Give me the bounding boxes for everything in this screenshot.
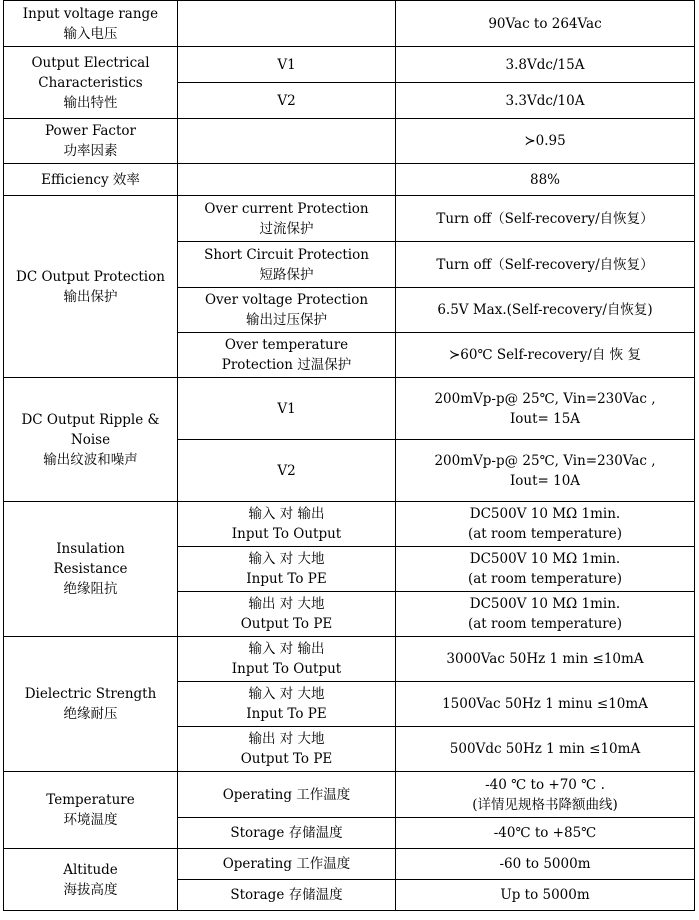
value-cell: 3.8Vdc/15A bbox=[396, 47, 695, 83]
value-cell: 90Vac to 264Vac bbox=[396, 1, 695, 47]
sub-label-cn: 输出 对 大地 bbox=[248, 731, 325, 747]
sub-label bbox=[178, 196, 396, 242]
label-en: DC Output Ripple & bbox=[21, 411, 160, 428]
value-cell bbox=[396, 378, 695, 440]
row-dielectric-io bbox=[4, 637, 695, 682]
sub-label-en: Input To Output bbox=[231, 661, 342, 677]
value-line: Iout= 15A bbox=[509, 410, 581, 427]
label-cell bbox=[4, 1, 178, 47]
sub-label bbox=[178, 592, 396, 637]
row-efficiency bbox=[4, 164, 695, 196]
value-line: DC500V 10 MΩ 1min. bbox=[469, 551, 621, 567]
sub-label bbox=[178, 502, 396, 547]
sub-label-en: Input To Output bbox=[231, 526, 342, 542]
row-ripple-v1 bbox=[4, 378, 695, 440]
label-en: Altitude bbox=[63, 861, 118, 878]
row-output-v1 bbox=[4, 47, 695, 83]
value-line: DC500V 10 MΩ 1min. bbox=[469, 506, 621, 522]
row-insulation-io bbox=[4, 502, 695, 547]
label-cn: 环境温度 bbox=[63, 812, 118, 828]
value-line: (at room temperature) bbox=[467, 571, 622, 587]
sub-label-cn: Protection 过温保护 bbox=[221, 357, 352, 373]
sub-label-en: Over current Protection bbox=[204, 200, 369, 217]
label-en: Temperature bbox=[46, 792, 135, 808]
spec-table bbox=[3, 0, 695, 911]
value-cell: 3.3Vdc/10A bbox=[396, 83, 695, 119]
sub-label bbox=[178, 547, 396, 592]
label-en: Noise bbox=[70, 431, 111, 448]
row-input-voltage bbox=[4, 1, 695, 47]
sub-label-en: Over voltage Protection bbox=[204, 292, 369, 308]
value-cell: 88% bbox=[396, 164, 695, 196]
sub-label: V2 bbox=[178, 83, 396, 119]
sub-label-en: Output To PE bbox=[240, 616, 333, 632]
value-line: -40 ℃ to +70 ℃ . bbox=[485, 776, 605, 793]
label-en: Output Electrical bbox=[31, 54, 150, 71]
empty-cell bbox=[178, 164, 396, 196]
label-cell bbox=[4, 378, 178, 502]
value-line: 200mVp-p@ 25℃, Vin=230Vac , bbox=[434, 452, 656, 469]
label-cell bbox=[4, 772, 178, 849]
label-cn: 绝缘阻抗 bbox=[63, 581, 118, 597]
label-cell bbox=[4, 196, 178, 378]
label-cell: Efficiency 效率 bbox=[4, 164, 178, 196]
value-cell bbox=[396, 440, 695, 502]
value-cell: -40℃ to +85℃ bbox=[396, 818, 695, 849]
label-cell bbox=[4, 849, 178, 911]
value-cell: Turn off（Self-recovery/自恢复） bbox=[396, 196, 695, 242]
sub-label: V2 bbox=[178, 440, 396, 502]
sub-label-cn: 输入 对 大地 bbox=[248, 686, 325, 702]
sub-label bbox=[178, 727, 396, 772]
value-line: 200mVp-p@ 25℃, Vin=230Vac , bbox=[434, 390, 656, 407]
row-temp-operating bbox=[4, 772, 695, 818]
label-en: Dielectric Strength bbox=[24, 686, 157, 702]
label-cell bbox=[4, 119, 178, 164]
sub-label-cn: 过流保护 bbox=[259, 220, 314, 237]
sub-label bbox=[178, 288, 396, 333]
sub-label: Storage 存储温度 bbox=[178, 818, 396, 849]
sub-label bbox=[178, 682, 396, 727]
label-en: DC Output Protection bbox=[16, 268, 165, 285]
value-cell: -60 to 5000m bbox=[396, 849, 695, 880]
sub-label: Storage 存储温度 bbox=[178, 880, 396, 911]
sub-label-cn: 输入 对 输出 bbox=[248, 641, 325, 657]
label-en: Insulation bbox=[56, 541, 125, 557]
sub-label bbox=[178, 333, 396, 378]
label-en: Resistance bbox=[53, 561, 128, 577]
sub-label-en: Input To PE bbox=[246, 706, 327, 722]
label-cell bbox=[4, 47, 178, 119]
value-cell bbox=[396, 547, 695, 592]
label-cn: 绝缘耐压 bbox=[63, 706, 118, 722]
label-cell bbox=[4, 502, 178, 637]
sub-label: V1 bbox=[178, 47, 396, 83]
value-cell: Turn off（Self-recovery/自恢复） bbox=[396, 242, 695, 288]
label-cell bbox=[4, 637, 178, 772]
value-cell: 3000Vac 50Hz 1 min ≤10mA bbox=[396, 637, 695, 682]
label-cn: 输入电压 bbox=[63, 25, 118, 42]
sub-label: Operating 工作温度 bbox=[178, 849, 396, 880]
value-cell: 1500Vac 50Hz 1 minu ≤10mA bbox=[396, 682, 695, 727]
value-cell: 500Vdc 50Hz 1 min ≤10mA bbox=[396, 727, 695, 772]
sub-label bbox=[178, 637, 396, 682]
label-en: Input voltage range bbox=[22, 5, 159, 22]
label-cn: 输出纹波和噪声 bbox=[43, 451, 138, 468]
empty-cell bbox=[178, 119, 396, 164]
value-cell: Up to 5000m bbox=[396, 880, 695, 911]
label-cn: 功率因素 bbox=[63, 143, 118, 159]
value-cell: ≻60℃ Self-recovery/自 恢 复 bbox=[396, 333, 695, 378]
row-power-factor bbox=[4, 119, 695, 164]
sub-label-en: Output To PE bbox=[240, 751, 333, 767]
sub-label-en: Over temperature bbox=[224, 337, 349, 353]
sub-label-cn: 输入 对 输出 bbox=[248, 506, 325, 522]
label-cn: 输出特性 bbox=[63, 94, 118, 111]
value-line: (at room temperature) bbox=[467, 616, 622, 632]
sub-label: V1 bbox=[178, 378, 396, 440]
value-line: (详情见规格书降额曲线) bbox=[472, 796, 618, 813]
value-line: Iout= 10A bbox=[509, 472, 581, 489]
value-cell: 6.5V Max.(Self-recovery/自恢复) bbox=[396, 288, 695, 333]
value-line: (at room temperature) bbox=[467, 526, 622, 542]
value-cell: ≻0.95 bbox=[396, 119, 695, 164]
row-over-current bbox=[4, 196, 695, 242]
row-alt-operating bbox=[4, 849, 695, 880]
label-en: Power Factor bbox=[44, 123, 137, 139]
sub-label bbox=[178, 242, 396, 288]
value-line: DC500V 10 MΩ 1min. bbox=[469, 596, 621, 612]
value-cell bbox=[396, 592, 695, 637]
sub-label-cn: 输出 对 大地 bbox=[248, 596, 325, 612]
empty-cell bbox=[178, 1, 396, 47]
label-cn: 输出保护 bbox=[63, 288, 118, 305]
value-cell bbox=[396, 502, 695, 547]
sub-label-cn: 输入 对 大地 bbox=[248, 551, 325, 567]
sub-label-en: Short Circuit Protection bbox=[204, 246, 369, 263]
label-cn: 海拔高度 bbox=[63, 881, 118, 898]
sub-label-en: Input To PE bbox=[246, 571, 327, 587]
value-cell bbox=[396, 772, 695, 818]
sub-label-cn: 短路保护 bbox=[259, 266, 314, 283]
label-en: Characteristics bbox=[38, 74, 143, 91]
sub-label-cn: 输出过压保护 bbox=[246, 312, 327, 328]
sub-label: Operating 工作温度 bbox=[178, 772, 396, 818]
